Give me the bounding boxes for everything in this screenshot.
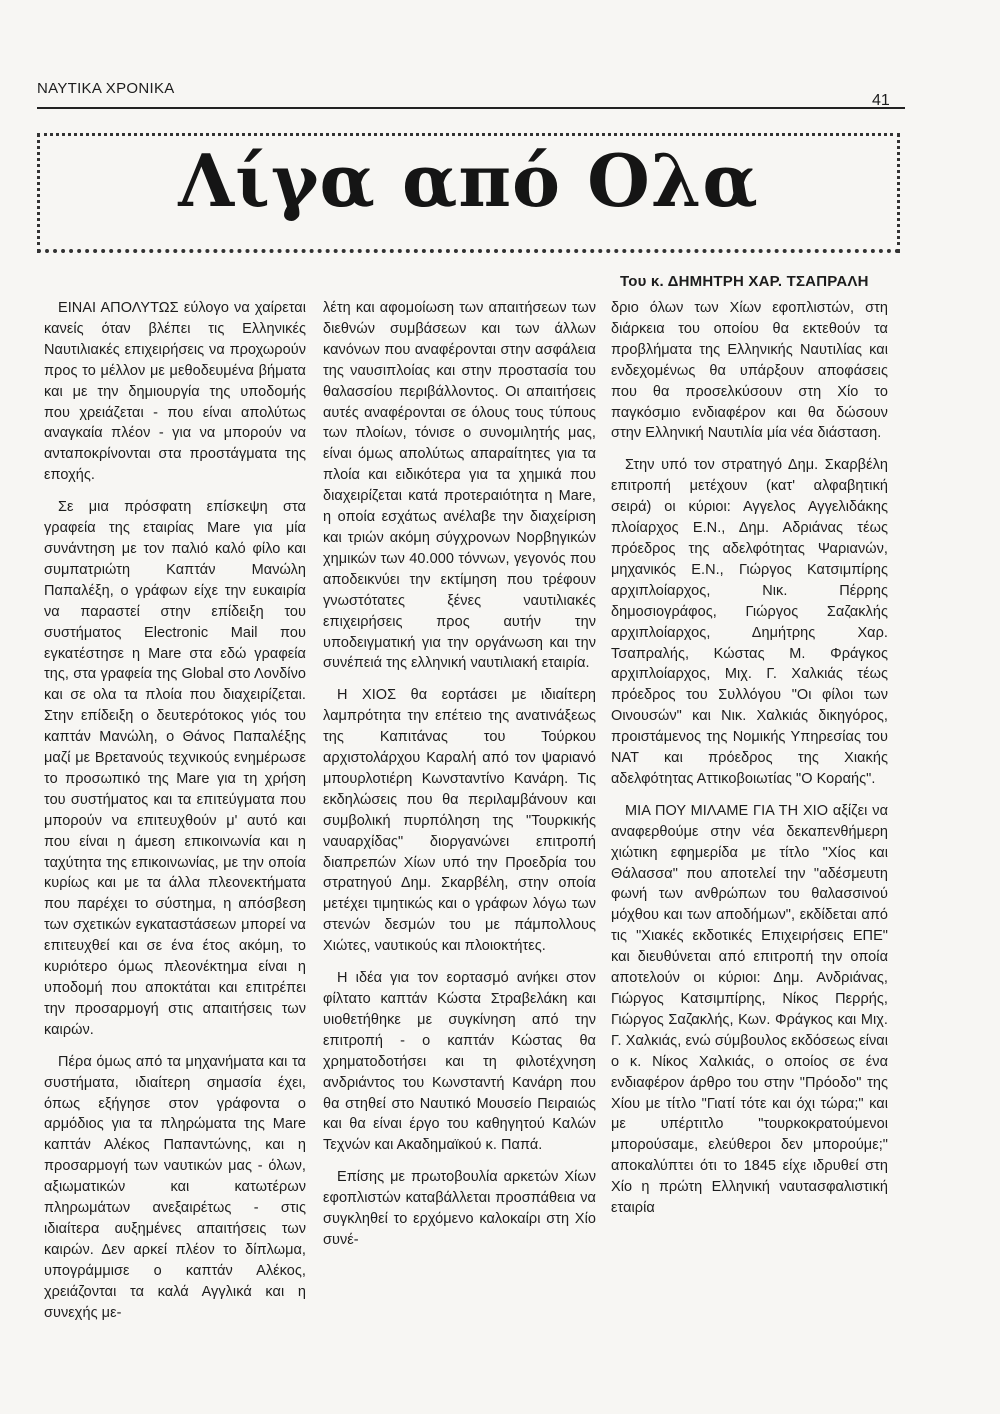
column-1 [44, 298, 306, 1335]
page-number: 41 [872, 92, 890, 109]
paragraph: Στην υπό τον στρατηγό Δημ. Σκαρβέλη επιτροπή μετέχουν (κατ' αλφαβητική σειρά) οι κύριοι: Αγγελος Αγγελιδάκης πλοίαρχος Ε.Ν., Δημ. Αδριάνας τέως πρόεδρος της αδελφότητας Ψαριανών, μηχανικός Ε.Ν., Γιώργος Κατσιμπίρης αρχιπλοίαρχος, Νικ. Πέρρης δημοσιογράφος, Γιώργος Σαζακλής αρχιπλοίαρχος, Δημήτρης Χαρ. Τσαπραλής, Κώστας Μ. Φράγκος αρχιπλοίαρχος, Μιχ. Γ. Χαλκιάς τέως πρόεδρος του Συλλόγου "Οι φίλοι των Οινουσών" και Νικ. Χαλκιάς δικηγόρος, προιστάμενος της Νομικής Υπηρεσίας του ΝΑΤ και πρόεδρος της Χιακής αδελφότητας Αττικοβοιωτίας "Ο Κοραής". [611, 457, 888, 787]
paragraph: Η ιδέα για τον εορτασμό ανήκει στον φίλτατο καπτάν Κώστα Στραβελάκη και υιοθετήθηκε με συγκίνηση από την επιτροπή - ο καπτάν Κώστας θα χρηματοδοτήσει και τη φιλοτέχνηση ανδριάντος του Κωνσταντή Κανάρη που θα στηθεί στο Ναυτικό Μουσείο Πειραιώς και θα είναι έργο του καθηγητού Καλών Τεχνών και Ακαδημαϊκού κ. Παπά. [323, 970, 596, 1154]
paragraph: Η ΧΙΟΣ θα εορτάσει με ιδιαίτερη λαμπρότητα την επέτειο της ανατινάξεως της Καπιτάνας του Τούρκου αρχιστολάρχου Καραλή από τον ψαριανό μπουρλοτιέρη Κωνσταντίνο Κανάρη. Τις εκδηλώσεις που θα περιλαμβάνουν και συμβολική πυρπόληση της "Τουρκικής ναυαρχίδας" διοργανώνει επιτροπή διαπρεπών Χίων υπό την Προεδρία του στρατηγού Δημ. Σκαρβέλη, στην οποία μετέχει τιμητικώς και ο γράφων λόγω των στενών δεσμών του με πάμπολλους Χιώτες, ναυτικούς και πλοιοκτήτες. [323, 687, 596, 955]
article-title: Λίγα από Ολα [178, 138, 759, 223]
paragraph: λέτη και αφομοίωση των απαιτήσεων των διεθνών συμβάσεων και των άλλων κανόνων που αναφέρονται στην ασφάλεια της ναυσιπλοίας και στην προστασία του θαλασσίου περιβάλλοντος. Οι απαιτήσεις αυτές αναφέρονται σε όλους τους τύπους των πλοίων, τόνισε ο συνομιλητής μας, είναι όμως απολύτως απαραίτητες για τα πλοία και ειδικότερα για τα χημικά που διαχειρίζεται κατά προτεραιότητα η Mare, η οποία εσχάτως ανέλαβε την διαχείριση και τριών ακόμη σύγχρονων Νορβηγικών χημικών των 40.000 τόννων, γεγονός που αποδεικνύει την εκτίμηση που τρέφουν γνωστότατες ξένες ναυτιλιακές επιχειρήσεις προς αυτήν την υποδειγματική για την οργάνωση και την συνέπειά της ελληνική ναυτιλιακή εταιρία. [323, 300, 596, 672]
column-2 [323, 298, 596, 1262]
paragraph: Πέρα όμως από τα μηχανήματα και τα συστήματα, ιδιαίτερη σημασία έχει, όπως εξήγησε στον γράφοντα ο αρμόδιος για τα πληρώματα της Mare καπτάν Αλέκος Παπαντώνης, και η προσαρμογή των ναυτικών μας - όλων, αξιωματικών και κατωτέρων πληρωμάτων ανεξαιρέτως - στις ιδιαίτερα αυξημένες απαιτήσεις των καιρών. Δεν αρκεί πλέον το δίπλωμα, υπογράμμισε ο καπτάν Αλέκος, χρειάζονται τα καλά Αγγλικά και η συνεχής με- [44, 1053, 306, 1321]
paragraph: Σε μια πρόσφατη επίσκεψη στα γραφεία της εταιρίας Mare για μία συνάντηση με τον παλιό καλό φίλο και συμπατριώτη Καπτάν Μανώλη Παπαλέξη, ο γράφων είχε την ευκαιρία να παραστεί στην επίδειξη του συστήματος Electronic Mail που εγκατέστησε η Mare στα εδώ γραφεία της, στα γραφεία της Global στο Λονδίνο και σε ολα τα πλοία που διαχειρίζεται. Στην επίδειξη ο δευτερότοκος γιός του καπτάν Μανώλη, ο Θάνος Παπαλέξης μαζί με Βρετανούς τεχνικούς ενημέρωσε το προσωπικό της Mare για τη χρήση του συστήματος και τα επιτεύγματα που μπορούν να επιτευχθούν μ' αυτό και που είναι η άμεση επικοινωνία και η ταχύτητα της επικοινωνίας, με την οποία κυρίως και με τα άλλα πλεονεκτήματα που παρέχει το σύστημα, η απόσβεση των σχετικών εγκαταστάσεων μπορεί να επιτευχθεί και σε ένα έτος ακόμη, το κυριότερο όμως πλεονέκτημα είναι η υποδομή που αποκτάται και επιτρέπει την προσαρμογή στις απαιτήσεις των καιρών. [44, 499, 306, 1038]
paragraph: Επίσης με πρωτοβουλία αρκετών Χίων εφοπλιστών καταβάλλεται προσπάθεια να συγκληθεί το ερχόμενο καλοκαίρι στη Χίο συνέ- [323, 1169, 596, 1248]
header-rule [37, 107, 905, 109]
paragraph: ΜΙΑ ΠΟΥ ΜΙΛΑΜΕ ΓΙΑ ΤΗ ΧΙΟ αξίζει να αναφερθούμε στην νέα δεκαπενθήμερη χιώτικη εφημερίδα με τίτλο "Χίος και Θάλασσα" που αποτελεί την "αδέσμευτη φωνή των ανθρώπων του θαλασσινού μόχθου και των αποδήμων", εκδίδεται από τις "Χιακές εκδοτικές Επιχειρήσεις ΕΠΕ" και διευθύνεται από επιτροπή την οποία αποτελούν οι κύριοι: Δημ. Ανδριάνας, Γιώργος Κατσιμπίρης, Νίκος Περρής, Γιώργος Σαζακλής, Κων. Φράγκος και Μιχ. Γ. Χαλκιάς, ενώ σύμβουλος εκδόσεως είναι ο κ. Νίκος Χαλκιάς, ο οποίος σε ένα ενδιαφέρον άρθρο του στην "Πρόοδο" της Χίου με τίτλο "Γιατί τότε και όχι τώρα;" και με υπέρτιτλο "τουρκοκρατούμενοι μπορούσαμε, ελεύθεροι δεν μπορούμε;" αποκαλύπτει ότι το 1845 είχε ιδρυθεί στη Χίο η πρώτη Ελληνική ναυτασφαλιστική εταιρία [611, 802, 888, 1217]
paragraph: ΕΙΝΑΙ ΑΠΟΛΥΤΩΣ εύλογο να χαίρεται κανείς όταν βλέπει τις Ελληνικές Ναυτιλιακές επιχειρήσεις να προχωρούν προς το μέλλον με μεθοδευμένα βήματα και με την δημιουργία της υποδομής που χρειάζεται - που είναι απολύτως αναγκαία πλέον - για να μπορούν να ανταποκρίνονται στα προστάγματα της εποχής. [44, 300, 306, 484]
running-head: ΝΑΥΤΙΚΑ ΧΡΟΝΙΚΑ [37, 80, 175, 97]
byline: Του κ. ΔΗΜΗΤΡΗ ΧΑΡ. ΤΣΑΠΡΑΛΗ [620, 273, 869, 290]
title-box [37, 133, 900, 253]
column-3 [611, 298, 888, 1230]
paragraph: δριο όλων των Χίων εφοπλιστών, στη διάρκεια του οποίου θα εκτεθούν τα προβλήματα της Ελληνικής Ναυτιλίας και ενδεχομένως θα υπάρξουν αποφάσεις που θα προσελκύσουν στη Χίο το παγκόσμιο ενδιαφέρον και θα δώσουν στην Ελληνική Ναυτιλία μία νέα διάσταση. [611, 300, 888, 442]
